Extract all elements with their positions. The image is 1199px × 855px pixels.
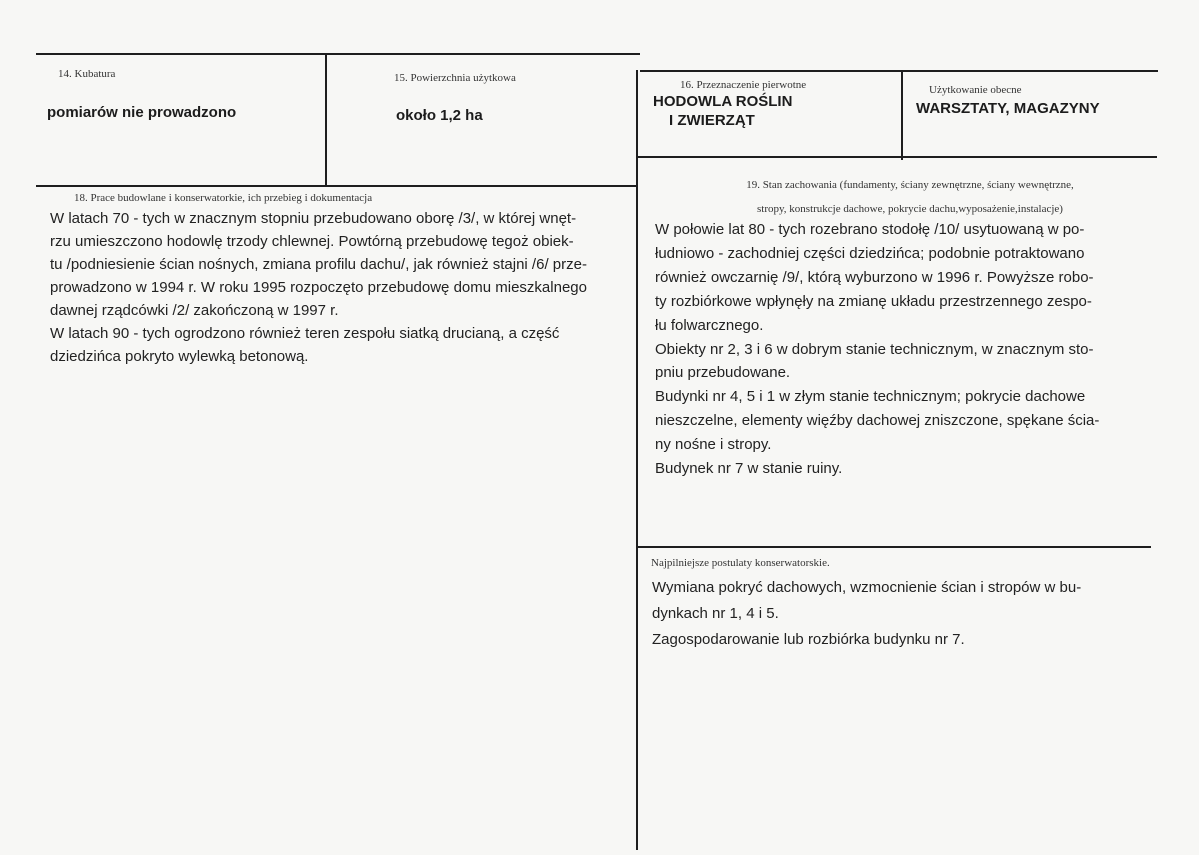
stan-line: ty rozbiórkowe wpłynęły na zmianę układu przestrzennego zespo-	[655, 292, 1092, 310]
main-vertical-divider	[636, 70, 638, 850]
top-rule-right	[640, 70, 1158, 72]
prace-text	[50, 207, 635, 368]
uzytkowanie-label: Użytkowanie obecne	[929, 84, 1022, 96]
powierzchnia-value: około 1,2 ha	[396, 107, 483, 124]
postulaty-label: Najpilniejsze postulaty konserwatorskie.	[651, 557, 830, 569]
prace-line: dawnej rządcówki /2/ zakończoną w 1997 r.	[50, 302, 339, 319]
stan-label-line2: stropy, konstrukcje dachowe, pokrycie dachu,wyposażenie,instalacje)	[757, 203, 1063, 215]
top-rule-left	[36, 53, 640, 55]
rule-above-postulaty	[637, 546, 1151, 548]
stan-line: Budynki nr 4, 5 i 1 w złym stanie technicznym; pokrycie dachowe	[655, 388, 1086, 406]
prace-line: W latach 70 - tych w znacznym stopniu przebudowano oborę /3/, w której wnęt-	[50, 210, 577, 227]
postulaty-line: Wymiana pokryć dachowych, wzmocnienie ścian i stropów w bu-	[652, 579, 1082, 596]
przeznaczenie-value-line1: HODOWLA ROŚLIN	[653, 93, 793, 110]
stan-line: W połowie lat 80 - tych rozebrano stodołę /10/ usytuowaną w po-	[655, 221, 1085, 238]
postulaty-line: Zagospodarowanie lub rozbiórka budynku nr 7.	[652, 631, 965, 648]
stan-line: ny nośne i stropy.	[655, 436, 772, 454]
przeznaczenie-value-line2: I ZWIERZĄT	[669, 112, 755, 129]
rule-under-section-14-15	[36, 185, 637, 187]
kubatura-label: 14. Kubatura	[58, 68, 116, 80]
stan-label-line1: 19. Stan zachowania (fundamenty, ściany zewnętrzne, ściany wewnętrzne,	[746, 179, 1074, 191]
stan-text	[655, 218, 1190, 481]
stan-line: również owczarnię /9/, którą wyburzono w 1996 r. Powyższe robo-	[655, 268, 1094, 286]
prace-line: W latach 90 - tych ogrodzono również teren zespołu siatką drucianą, a część	[50, 325, 560, 342]
prace-label: 18. Prace budowlane i konserwatorkie, ich przebieg i dokumentacja	[74, 192, 373, 204]
postulaty-text	[652, 575, 1182, 653]
stan-line: nieszczelne, elementy więźby dachowej zniszczone, spękane ścia-	[655, 412, 1100, 430]
prace-line: tu /podniesienie ścian nośnych, zmiana profilu dachu/, jak również stajni /6/ prze-	[50, 256, 587, 273]
uzytkowanie-value: WARSZTATY, MAGAZYNY	[916, 100, 1100, 117]
powierzchnia-label: 15. Powierzchnia użytkowa	[394, 72, 516, 84]
rule-under-section-16-17	[637, 156, 1157, 158]
stan-line: łudniowo - zachodniej części dziedzińca; podobnie potraktowano	[655, 244, 1085, 262]
stan-line: pniu przebudowane.	[655, 364, 791, 382]
stan-line: Budynek nr 7 w stanie ruiny.	[655, 460, 843, 478]
postulaty-line: dynkach nr 1, 4 i 5.	[652, 605, 779, 622]
kubatura-value: pomiarów nie prowadzono	[47, 104, 237, 121]
prace-line: dziedzińca pokryto wylewką betonową.	[50, 348, 309, 365]
prace-line: rzu umieszczono hodowlę trzody chlewnej. Powtórną przebudowę tegoż obiek-	[50, 233, 574, 250]
divider-przeznaczenie-uzytkowanie	[901, 70, 903, 160]
prace-line: prowadzono w 1994 r. W roku 1995 rozpoczęto przebudowę domu mieszkalnego	[50, 279, 587, 296]
przeznaczenie-label: 16. Przeznaczenie pierwotne	[680, 79, 807, 91]
divider-kubatura-powierzchnia	[325, 54, 327, 186]
stan-line: Obiekty nr 2, 3 i 6 w dobrym stanie technicznym, w znacznym sto-	[655, 340, 1094, 358]
stan-line: łu folwarcznego.	[655, 316, 764, 334]
